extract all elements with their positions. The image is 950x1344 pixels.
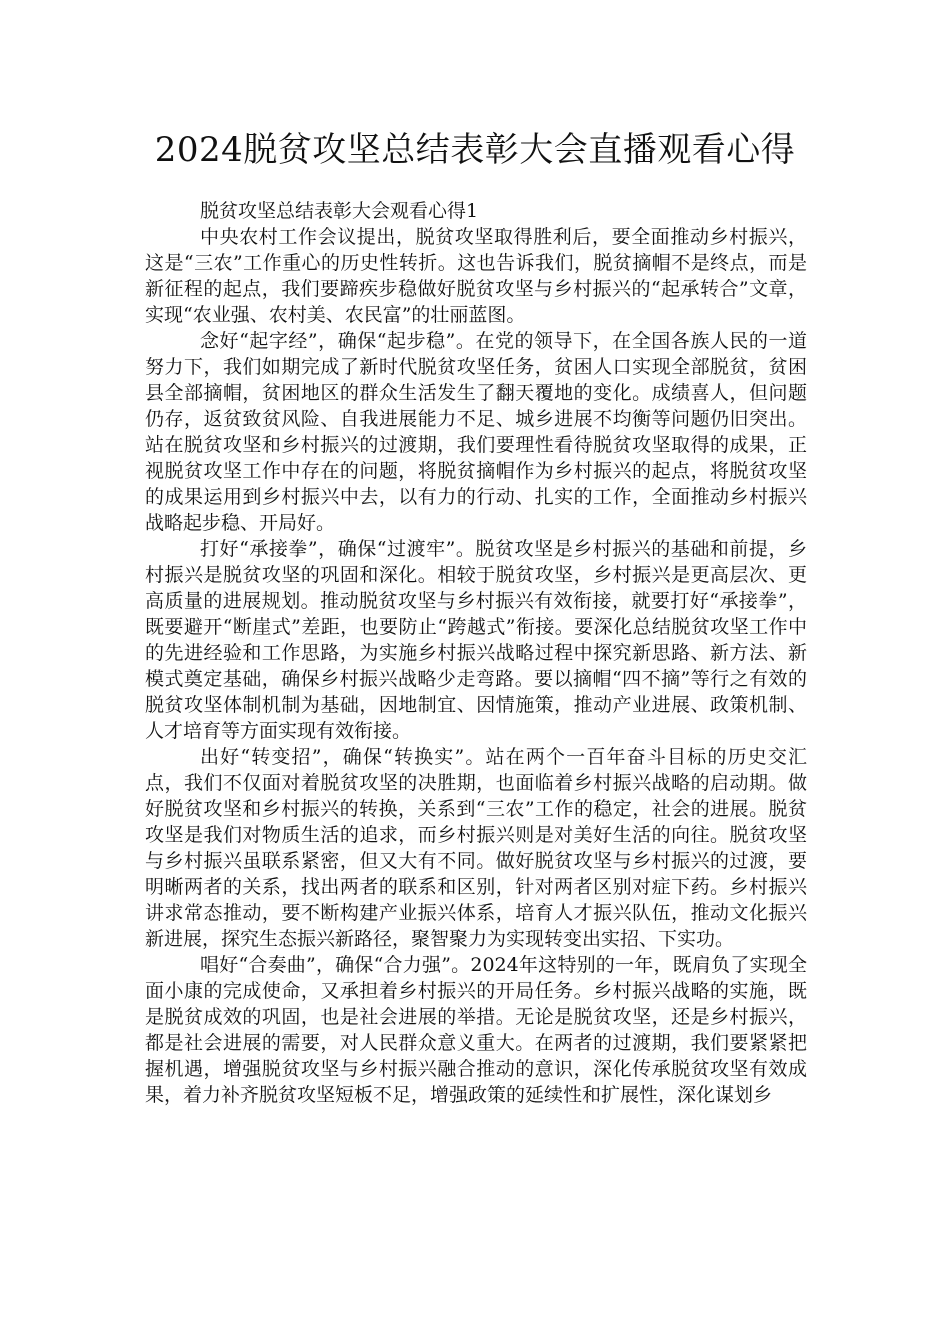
- paragraph-3: 打好“承接拳”，确保“过渡牢”。脱贫攻坚是乡村振兴的基础和前提，乡村振兴是脱贫攻坚的巩固和深化。相较于脱贫攻坚，乡村振兴是更高层次、更高质量的进展规划。推动脱贫攻坚与乡村振兴有效衔接，就要打好“承接拳”，既要避开“断崖式”差距，也要防止“跨越式”衔接。要深化总结脱贫攻坚工作中的先进经验和工作思路，为实施乡村振兴战略过程中探究新思路、新方法、新模式奠定基础，确保乡村振兴战略少走弯路。要以摘帽“四不摘”等行之有效的脱贫攻坚体制机制为基础，因地制宜、因情施策，推动产业进展、政策机制、人才培育等方面实现有效衔接。: [145, 538, 807, 742]
- paragraph-2: 念好“起字经”，确保“起步稳”。在党的领导下，在全国各族人民的一道努力下，我们如期完成了新时代脱贫攻坚任务，贫困人口实现全部脱贫，贫困县全部摘帽，贫困地区的群众生活发生了翻天覆地的变化。成绩喜人，但问题仍存，返贫致贫风险、自我进展能力不足、城乡进展不均衡等问题仍旧突出。站在脱贫攻坚和乡村振兴的过渡期，我们要理性看待脱贫攻坚取得的成果，正视脱贫攻坚工作中存在的问题，将脱贫摘帽作为乡村振兴的起点，将脱贫攻坚的成果运用到乡村振兴中去，以有力的行动、扎实的工作，全面推动乡村振兴战略起步稳、开局好。: [145, 330, 807, 534]
- paragraph-1: 中央农村工作会议提出，脱贫攻坚取得胜利后，要全面推动乡村振兴，这是“三农”工作重心的历史性转折。这也告诉我们，脱贫摘帽不是终点，而是新征程的起点，我们要蹄疾步稳做好脱贫攻坚与乡村振兴的“起承转合”文章，实现“农业强、农村美、农民富”的壮丽蓝图。: [145, 226, 807, 326]
- section-subtitle: 脱贫攻坚总结表彰大会观看心得1: [200, 200, 479, 222]
- paragraph-5: 唱好“合奏曲”，确保“合力强”。2024年这特别的一年，既肩负了实现全面小康的完成使命，又承担着乡村振兴的开局任务。乡村振兴战略的实施，既是脱贫成效的巩固，也是社会进展的举措。无论是脱贫攻坚，还是乡村振兴，都是社会进展的需要，对人民群众意义重大。在两者的过渡期，我们要紧紧把握机遇，增强脱贫攻坚与乡村振兴融合推动的意识，深化传承脱贫攻坚有效成果，着力补齐脱贫攻坚短板不足，增强政策的延续性和扩展性，深化谋划乡: [145, 954, 807, 1106]
- document-body: [145, 198, 807, 1108]
- document-title: 2024脱贫攻坚总结表彰大会直播观看心得: [154, 130, 796, 170]
- paragraph-4: 出好“转变招”，确保“转换实”。站在两个一百年奋斗目标的历史交汇点，我们不仅面对着脱贫攻坚的决胜期，也面临着乡村振兴战略的启动期。做好脱贫攻坚和乡村振兴的转换，关系到“三农”工作的稳定，社会的进展。脱贫攻坚是我们对物质生活的追求，而乡村振兴则是对美好生活的向往。脱贫攻坚与乡村振兴虽联系紧密，但又大有不同。做好脱贫攻坚与乡村振兴的过渡，要明晰两者的关系，找出两者的联系和区别，针对两者区别对症下药。乡村振兴讲求常态推动，要不断构建产业振兴体系，培育人才振兴队伍，推动文化振兴新进展，探究生态振兴新路径，聚智聚力为实现转变出实招、下实功。: [145, 746, 807, 950]
